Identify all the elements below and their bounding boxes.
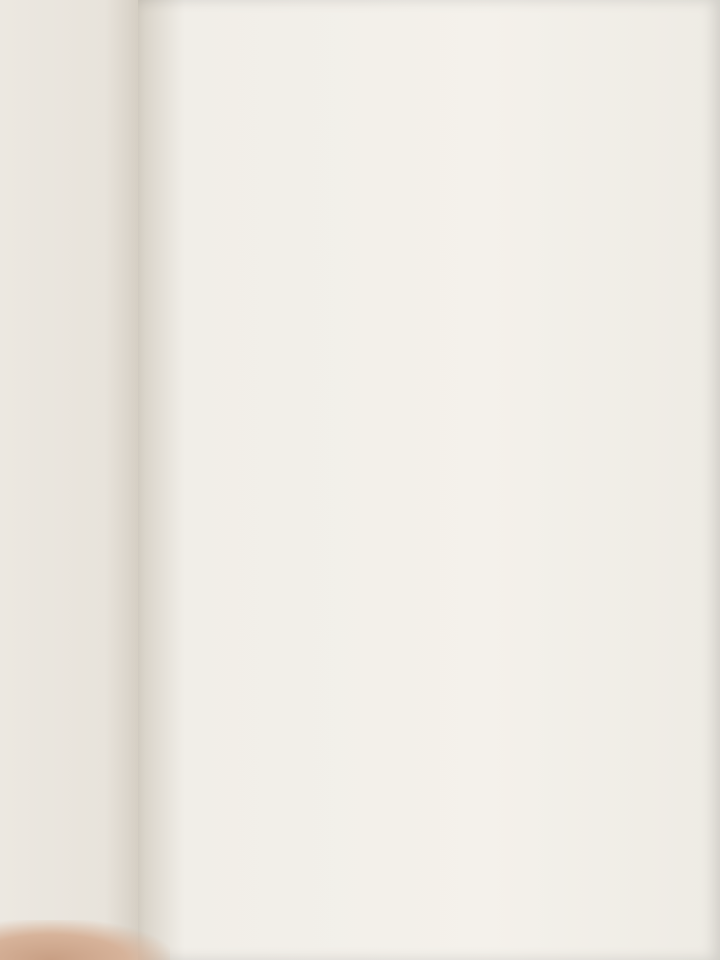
right-page bbox=[138, 0, 720, 960]
left-page bbox=[0, 0, 150, 960]
thumb bbox=[0, 920, 170, 960]
